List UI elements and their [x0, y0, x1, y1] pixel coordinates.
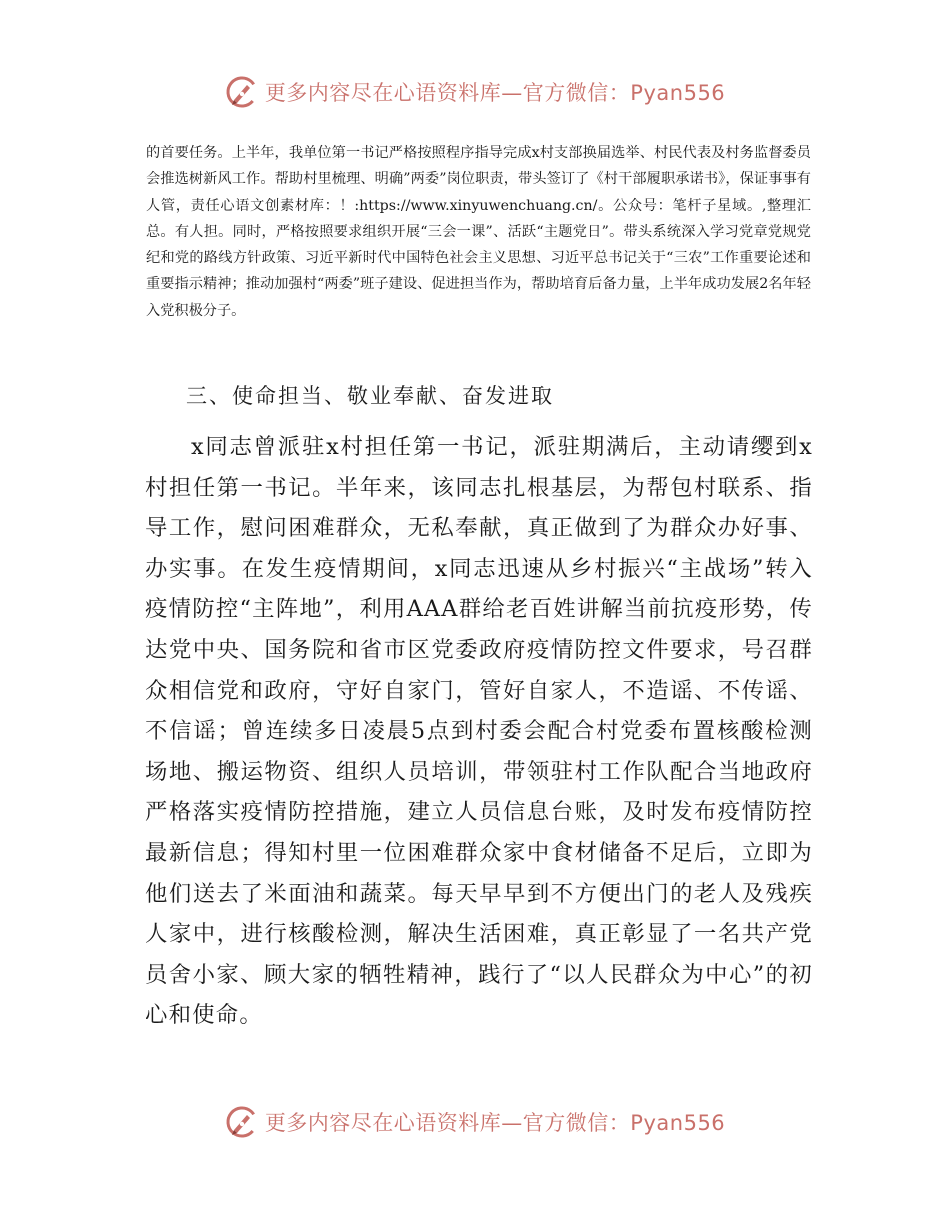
- pen-circle-logo-icon: [225, 1105, 259, 1139]
- intro-paragraph-block: [146, 140, 811, 324]
- header-watermark-banner: [0, 72, 950, 112]
- pen-circle-logo-icon: [225, 75, 259, 109]
- watermark-text: 更多内容尽在心语资料库—官方微信：Pyan556: [264, 81, 726, 105]
- footer-watermark-banner: [0, 1102, 950, 1142]
- main-paragraph: x同志曾派驻x村担任第一书记，派驻期满后，主动请缨到x村担任第一书记。半年来，该同志扎根基层，为帮包村联系、指导工作，慰问困难群众，无私奉献，真正做到了为群众办好事、办实事。在发生疫情期间，x同志迅速从乡村振兴“主战场”转入疫情防控“主阵地”，利用AAA群给老百姓讲解当前抗疫形势，传达党中央、国务院和省市区党委政府疫情防控文件要求，号召群众相信党和政府，守好自家门，管好自家人，不造谣、不传谣、不信谣；曾连续多日凌晨5点到村委会配合村党委布置核酸检测场地、搬运物资、组织人员培训，带领驻村工作队配合当地政府严格落实疫情防控措施，建立人员信息台账，及时发布疫情防控最新信息；得知村里一位困难群众家中食材储备不足后，立即为他们送去了米面油和蔬菜。每天早早到不方便出门的老人及残疾人家中，进行核酸检测，解决生活困难，真正彰显了一名共产党员舍小家、顾大家的牺牲精神，践行了“以人民群众为中心”的初心和使命。: [145, 434, 813, 1029]
- main-paragraph-block: [145, 427, 813, 1036]
- intro-paragraph: 的首要任务。上半年，我单位第一书记严格按照程序指导完成x村支部换届选举、村民代表及村务监督委员会推选树新风工作。帮助村里梳理、明确”两委”岗位职责，带头签订了《村干部履职承诺书》，保证事事有人管，责任心语文创素材库：！:https://www.xinyuwenchuang.cn/。公众号：笔杆子星域。,整理汇总。有人担。同时，严格按照要求组织开展“三会一课”、活跃“主题党日”。带头系统深入学习党章党规党纪和党的路线方针政策、习近平新时代中国特色社会主义思想、习近平总书记关于“三农”工作重要论述和重要指示精神；推动加强村“两委”班子建设、促进担当作为，帮助培育后备力量，上半年成功发展2名年轻入党积极分子。: [146, 145, 811, 319]
- section-heading: 三、使命担当、敬业奉献、奋发进取: [186, 384, 554, 408]
- watermark-text: 更多内容尽在心语资料库—官方微信：Pyan556: [264, 1111, 726, 1135]
